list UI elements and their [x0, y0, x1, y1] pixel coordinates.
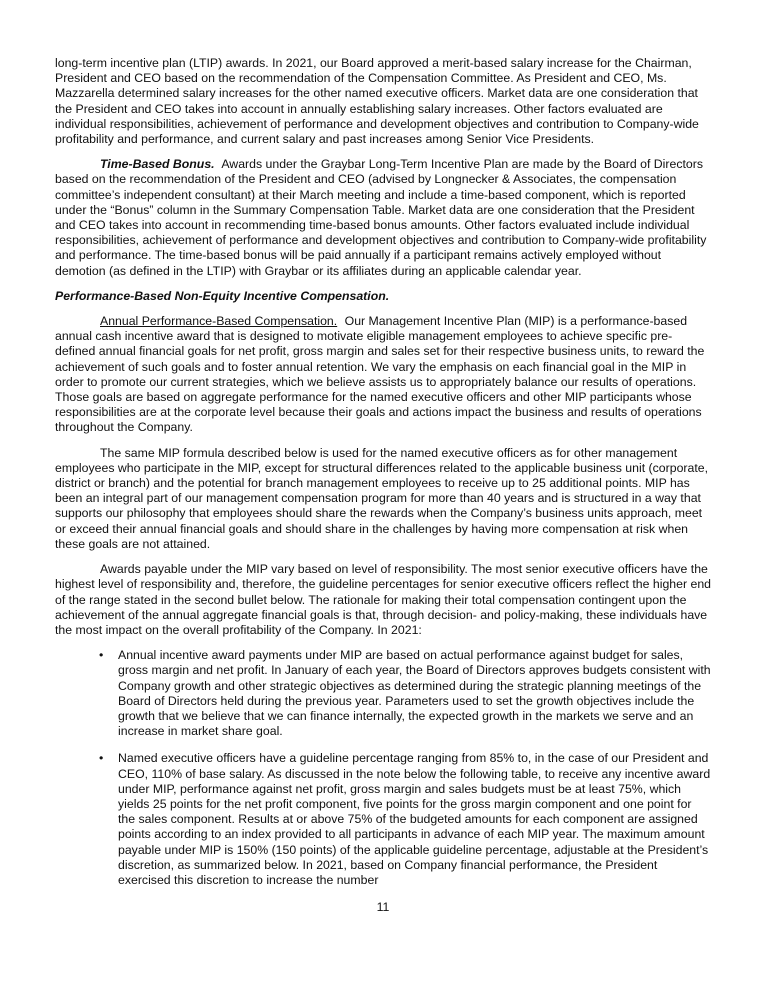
bullet-icon: • — [99, 751, 104, 766]
list-item — [99, 751, 711, 888]
paragraph-annual-performance — [55, 314, 711, 436]
paragraph-awards-payable: Awards payable under the MIP vary based on level of responsibility. The most senior executive officers have the highest level of responsibility and, therefore, the guideline percentages for senior executive officers reflect the higher end of the range stated in the second bullet below. The rationale for making their total compensation contingent upon the achievement of the annual aggregate financial goals is that, through decision- and policy-making, these individuals have the most impact on the overall profitability of the Company. In 2021: — [55, 562, 711, 637]
document-body — [55, 56, 711, 915]
paragraph-lead-time-based-bonus: Time-Based Bonus. — [100, 157, 215, 172]
paragraph-body-annual-performance: Our Management Incentive Plan (MIP) is a performance-based annual cash incentive award that is designed to motivate eligible management employees to achieve specific pre-defined annual financial goals for net profit, gross margin and sales set for their respective business units, to reward the achievement of such goals and to foster annual retention. We vary the emphasis on each financial goal in the MIP in order to promote our current strategies, which we believe assists us to appropriately balance our results of operations. Those goals are based on aggregate performance for the named executive officers and other MIP participants whose responsibilities are at the corporate level because their goals and actions impact the business and results of operations throughout the Company. — [55, 314, 705, 435]
page-number: 11 — [376, 900, 390, 915]
bullet-text-incentive-awards: Annual incentive award payments under MIP are based on actual performance against budget for sales, gross margin and net profit. In January of each year, the Board of Directors approves budgets consistent with Company growth and other strategic objectives as determined during the strategic planning meetings of the Board of Directors held during the previous year. Parameters used to set the growth objectives include the growth that we believe that we can finance internally, the expected growth in the markets we serve and an increase in market share goal. — [118, 648, 711, 739]
paragraph-body-time-based-bonus: Awards under the Graybar Long-Term Incentive Plan are made by the Board of Directors based on the recommendation of the President and CEO (advised by Longnecker & Associates, the compensation committee’s independent consultant) at their March meeting and include a time-based component, which is reported under the “Bonus” column in the Summary Compensation Table. Market data are one consideration that the President and CEO takes into account in recommending time-based bonus amounts. Other factors evaluated include individual responsibilities, achievement of performance and development objectives and contribution to Company-wide profitability and performance. The time-based bonus will be paid annually if a participant remains actively employed without demotion (as defined in the LTIP) with Graybar or its affiliates during an applicable calendar year. — [55, 157, 707, 278]
paragraph-lead-annual-performance: Annual Performance-Based Compensation. — [100, 314, 338, 329]
list-item — [99, 648, 711, 739]
paragraph-mip-formula: The same MIP formula described below is used for the named executive officers as for other management employees who participate in the MIP, except for structural differences related to the applicable business unit (corporate, district or branch) and the potential for branch management employees to receive up to 25 additional points. MIP has been an integral part of our management compensation program for more than 40 years and is structured in a way that supports our philosophy that employees should share the rewards when the Company’s business units approach, meet or exceed their annual financial goals and should share in the challenges by having more compensation at risk when these goals are not attained. — [55, 445, 709, 551]
paragraph-time-based-bonus — [55, 157, 711, 279]
paragraph-salary-increase: long-term incentive plan (LTIP) awards. In 2021, our Board approved a merit-based salary increase for the Chairman, President and CEO based on the recommendation of the Compensation Committee. As President and CEO, Ms. Mazzarella determined salary increases for the other named executive officers. Market data are one consideration that the President and CEO takes into account in annually establishing salary increases. Other factors evaluated are individual responsibilities, achievement of performance and development objectives and contribution to Company-wide profitability and performance, and current salary and past increases among Senior Vice Presidents. — [55, 56, 699, 147]
bullet-text-guideline-percentage: Named executive officers have a guideline percentage ranging from 85% to, in the case of our President and CEO, 110% of base salary. As discussed in the note below the following table, to receive any incentive award under MIP, performance against net profit, gross margin and sales budgets must be at least 75%, which yields 25 points for the net profit component, five points for the gross margin component and one point for the sales component. Results at or above 75% of the budgeted amounts for each component are assigned points according to an index provided to all participants in advance of each MIP year. The maximum amount payable under MIP is 150% (150 points) of the applicable guideline percentage, adjustable at the President’s discretion, as summarized below. In 2021, based on Company financial performance, the President exercised this discretion to increase the number — [118, 751, 711, 887]
section-heading-performance-based: Performance-Based Non-Equity Incentive Compensation. — [55, 288, 390, 303]
bullet-icon: • — [99, 648, 104, 663]
bullet-list — [55, 648, 711, 888]
